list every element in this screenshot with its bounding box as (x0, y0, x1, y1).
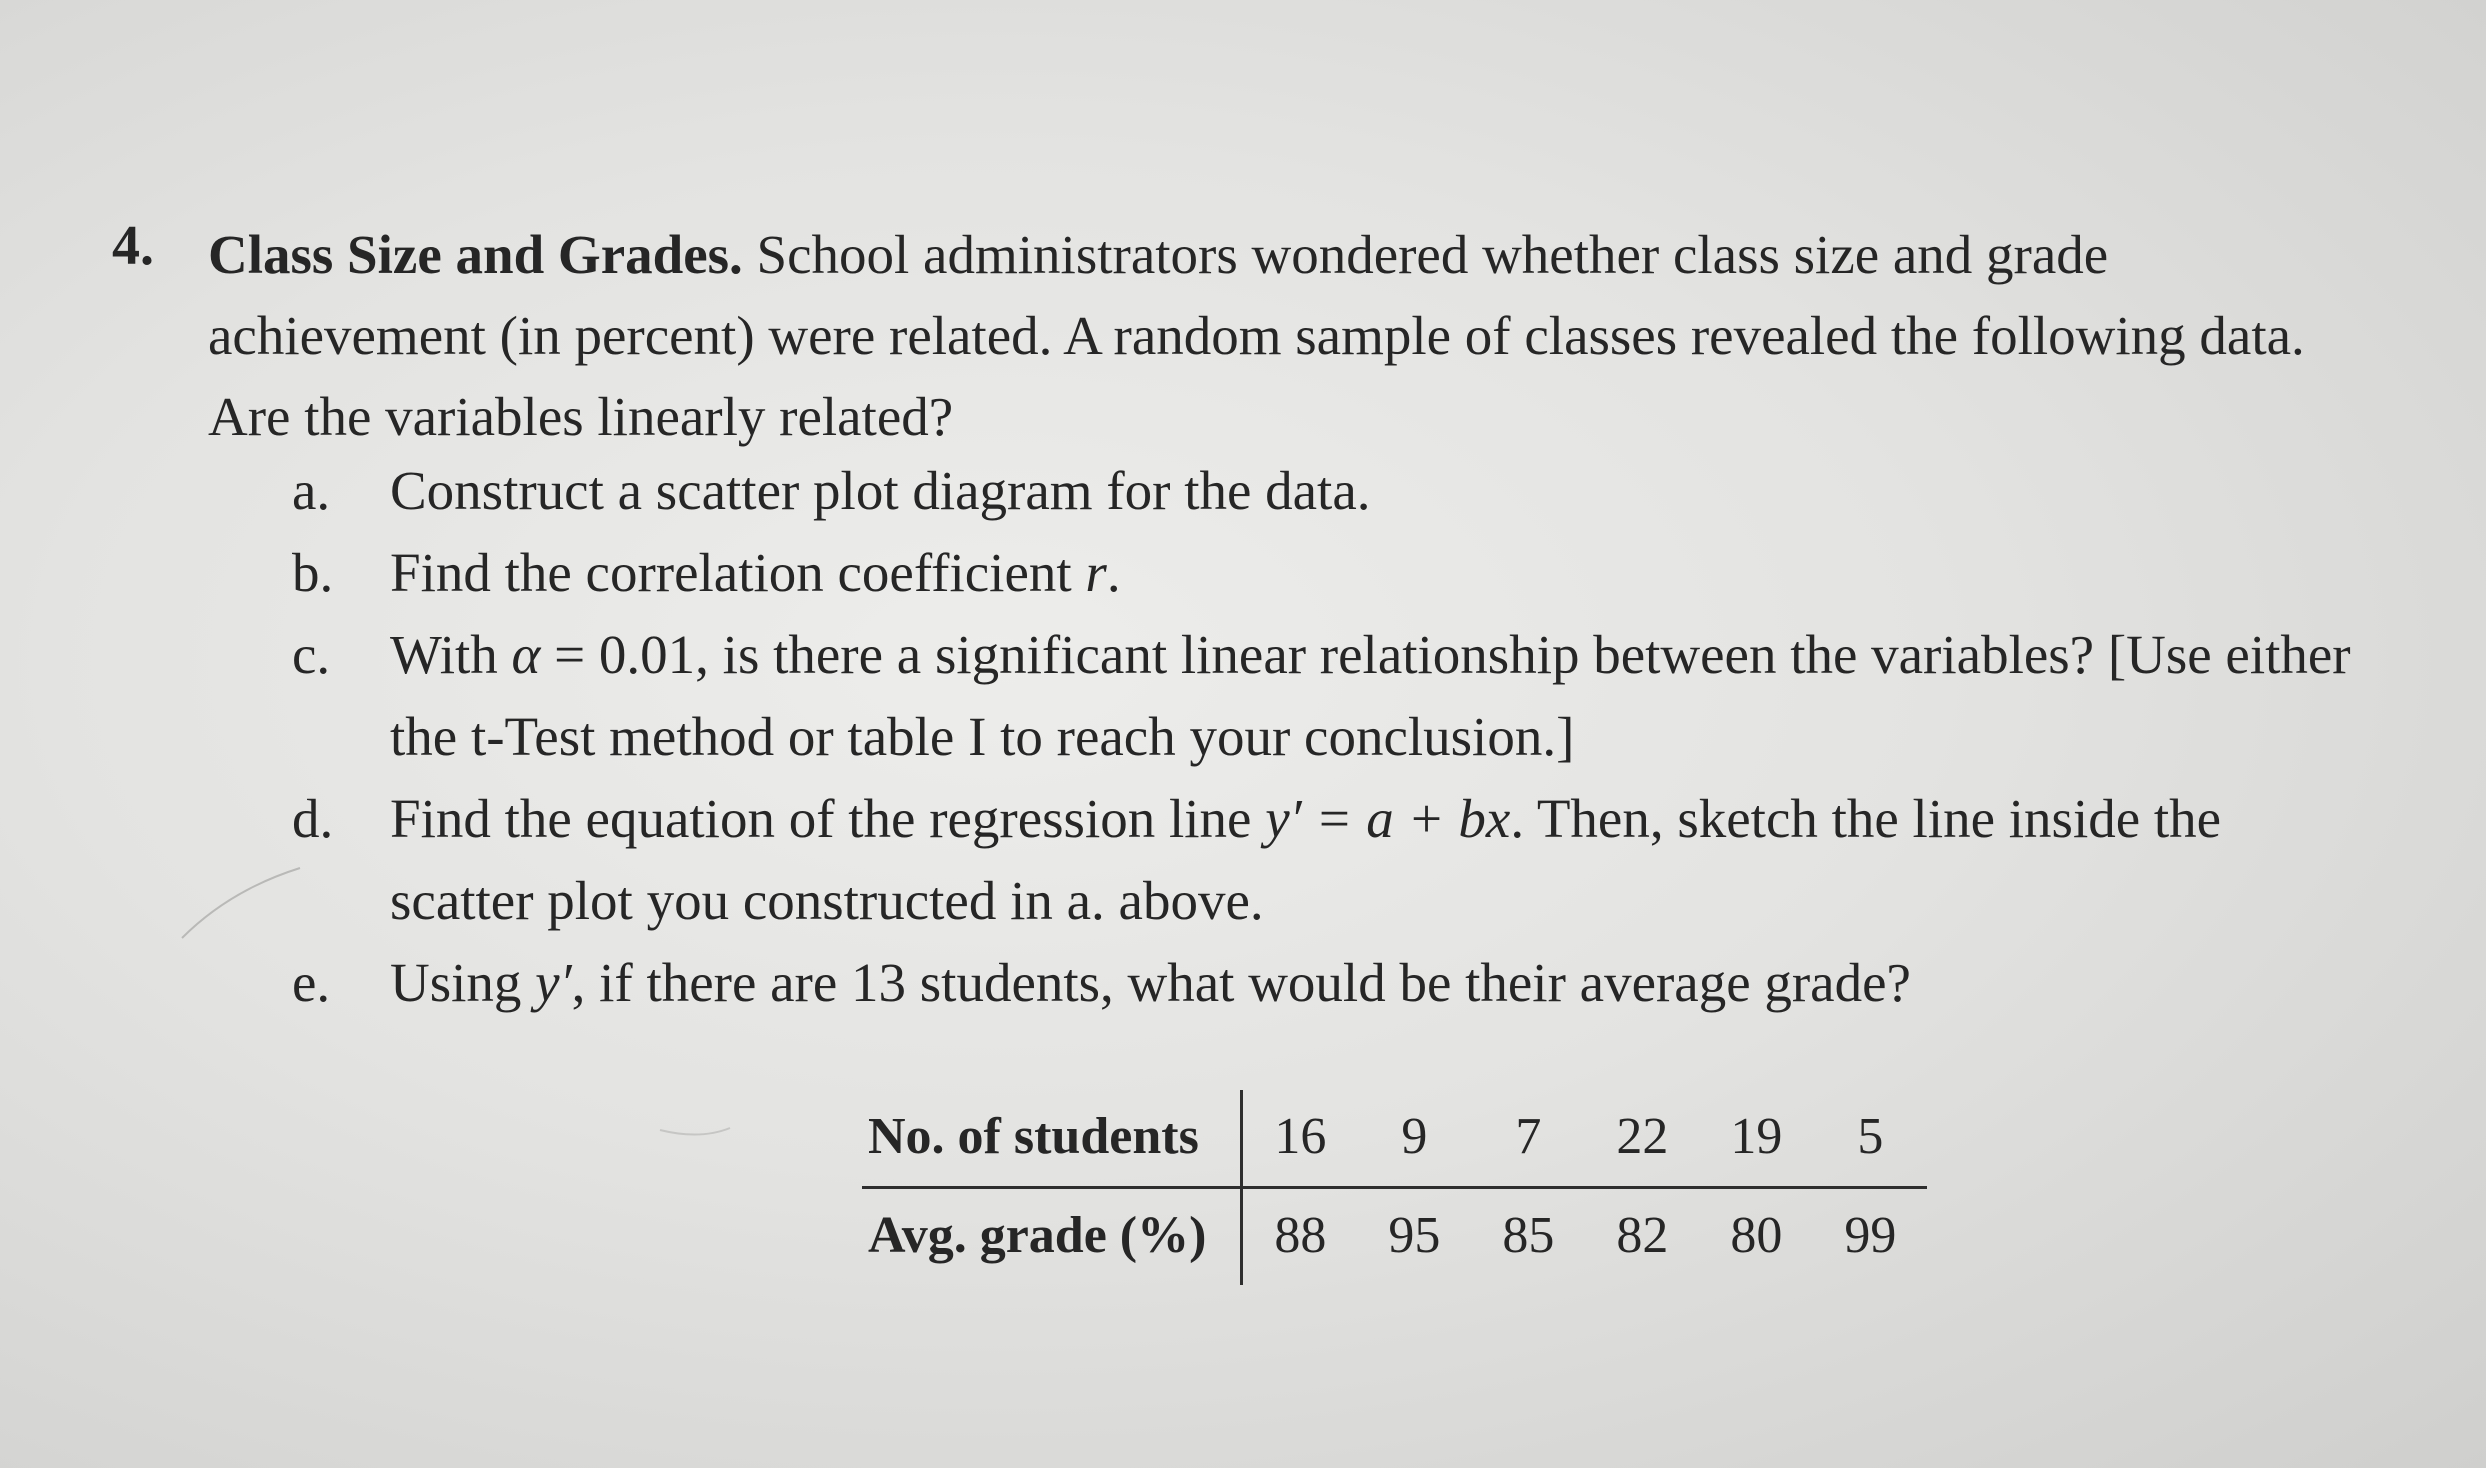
part-text-pre: Construct a scatter plot diagram for the data. (390, 460, 1371, 521)
math-symbol: y′ = a + bx (1265, 788, 1511, 849)
part-letter: b. (292, 542, 334, 603)
part-text-pre: Using (390, 952, 536, 1013)
part-letter: e. (292, 952, 331, 1013)
part-a (292, 450, 2372, 532)
table-cell: 22 (1585, 1090, 1699, 1188)
table-cell: 80 (1730, 1206, 1783, 1264)
math-symbol: r (1085, 542, 1107, 603)
part-text (390, 788, 2221, 931)
part-text (390, 542, 1121, 603)
part-text (390, 952, 1911, 1013)
question-parts (292, 450, 2372, 1024)
table-cell: 19 (1699, 1090, 1813, 1188)
part-text-pre: Find the correlation coefficient (390, 542, 1086, 603)
part-letter: a. (292, 460, 331, 521)
part-text (390, 624, 2351, 767)
row-label-students: No. of students (862, 1090, 1242, 1188)
part-letter: d. (292, 788, 334, 849)
table-cell: 95 (1388, 1206, 1441, 1264)
table-cell: 85 (1502, 1206, 1555, 1264)
part-letter: c. (292, 624, 331, 685)
part-c (292, 614, 2372, 778)
math-symbol: y′ (535, 952, 572, 1013)
problem-number: 4. (112, 215, 154, 277)
table-cell: 88 (1274, 1206, 1327, 1264)
part-text (390, 460, 1371, 521)
table-cell: 7 (1471, 1090, 1585, 1188)
table-row-grades (862, 1188, 1927, 1286)
table-cell: 5 (1813, 1090, 1927, 1188)
part-text-post: . (1106, 542, 1121, 603)
data-table (862, 1090, 1927, 1285)
table-cell: 99 (1844, 1206, 1897, 1264)
table-row-students (862, 1090, 1927, 1188)
table-cell: 9 (1357, 1090, 1471, 1188)
table-cell: 16 (1242, 1090, 1358, 1188)
part-b (292, 532, 2372, 614)
part-d (292, 778, 2372, 942)
problem-title: Class Size and Grades. (208, 224, 743, 285)
part-text-pre: Find the equation of the regression line (390, 788, 1266, 849)
part-text-post: = 0.01, is there a significant linear relationship between the variables? [Use either the t-Test method or table I to reach your conclusion.] (390, 624, 2351, 767)
row-label-grades: Avg. grade (%) (862, 1188, 1242, 1286)
part-e (292, 942, 2372, 1024)
part-text-post: . Then, sketch the line inside the scatter plot you constructed in a. above. (390, 788, 2222, 931)
math-symbol: α (511, 624, 541, 685)
part-text-pre: With (390, 624, 512, 685)
part-text-post: , if there are 13 students, what would be their average grade? (571, 952, 1911, 1013)
problem-text: School administrators wondered whether class size and grade achievement (in percent) were related. A random sample of classes revealed the following data. Are the variables linearly related? (208, 224, 2305, 447)
table-cell: 82 (1616, 1206, 1669, 1264)
problem-statement (208, 214, 2348, 457)
